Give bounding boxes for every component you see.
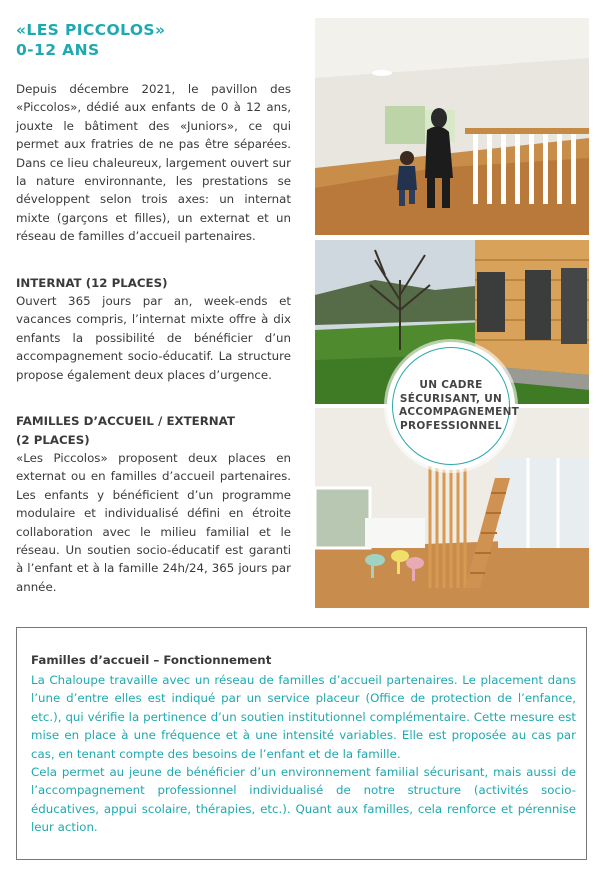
page-title <box>16 20 291 60</box>
photo-corridor <box>315 18 589 235</box>
left-column <box>16 20 291 596</box>
info-box-title: Familles d’accueil – Fonctionnement <box>31 653 272 667</box>
info-box <box>16 627 587 860</box>
familles-heading-line2: (2 PLACES) <box>16 432 90 447</box>
info-box-paragraph-1: La Chaloupe travaille avec un réseau de familles d’accueil partenaires. Le placement dans l’une d’entre elles est indiqué par un service placeur (Office de protection de l’enfance, etc.), qui vérifie la pertinence d’un soutien institutionnel complémentaire. Cette mesure est mise en place à une fréquence et à une intensité variables. Elle est proposée au cas par cas, en tenant compte des besoins de l’enfant et de la famille. <box>31 673 576 761</box>
badge-text: UN CADRE SÉCURISANT, UN ACCOMPAGNEMENT PROFESSIONNEL <box>399 379 520 432</box>
internat-heading: INTERNAT (12 PLACES) <box>16 275 168 290</box>
familles-heading-line1: FAMILLES D’ACCUEIL / EXTERNAT <box>16 414 235 429</box>
badge-ring <box>392 347 520 465</box>
highlight-badge <box>387 342 520 470</box>
familles-heading <box>16 412 291 449</box>
info-box-paragraph-2: Cela permet au jeune de bénéficier d’un environnement familial sécurisant, mais aussi de l’accompagnement professionnel individualisé de notre structure (activités socio-éducatives, appui scolaire, thérapies, etc.). Quant aux familles, cela renforce et pérennise leur action. <box>31 765 576 835</box>
title-line-2: 0-12 ANS <box>16 41 100 59</box>
info-box-body <box>31 671 576 837</box>
internat-paragraph: Ouvert 365 jours par an, week-ends et vacances compris, l’internat mixte offre à dix enfants la possibilité de bénéficier d’un accompagnement socio-éducatif. La structure propose également deux places d’urgence. <box>16 294 291 382</box>
title-line-1: «LES PICCOLOS» <box>16 21 166 39</box>
familles-paragraph: «Les Piccolos» proposent deux places en externat ou en familles d’accueil partenaires. Les enfants y bénéficient d’un programme modulaire et individualisé défini en étroite collaboration avec le milieu familial et le réseau. Un soutien socio-éducatif est garanti à l’enfant et à la famille 24h/24, 365 jours par année. <box>16 450 291 594</box>
intro-paragraph: Depuis décembre 2021, le pavillon des «Piccolos», dédié aux enfants de 0 à 12 ans, jouxte le bâtiment des «Juniors», ce qui permet aux fratries de ne pas être séparées. Dans ce lieu chaleureux, largement ouvert sur la nature environnante, les prestations se développent selon trois axes: un internat mixte (garçons et filles), un externat et un réseau de familles d’accueil partenaires. <box>16 82 291 244</box>
